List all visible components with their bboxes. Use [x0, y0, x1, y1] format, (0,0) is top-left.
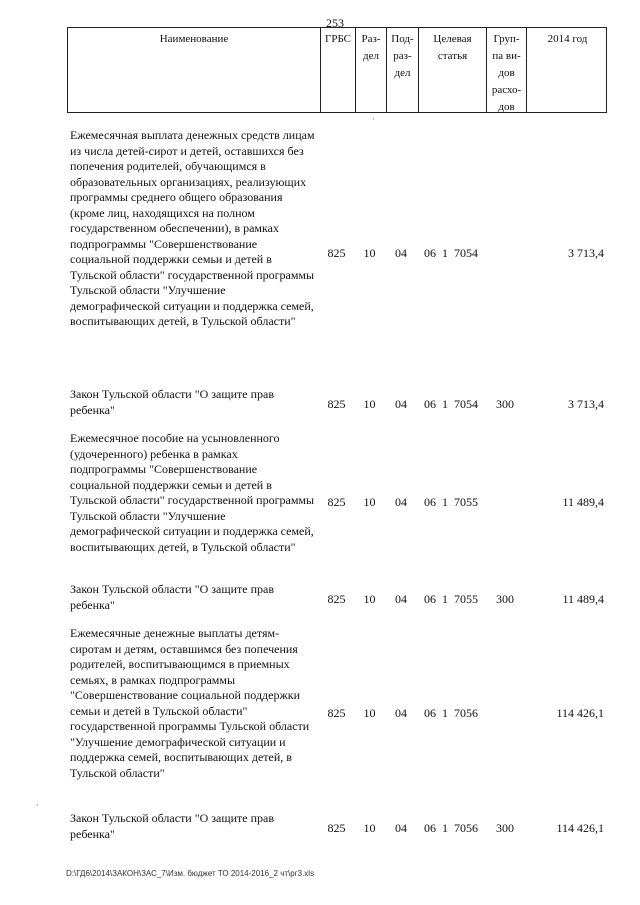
row-podrazdel: 04	[395, 592, 407, 606]
header-razdel: Раз- дел	[355, 28, 386, 112]
table-row	[67, 431, 607, 571]
row-target: 06 1 7055	[424, 495, 478, 509]
header-year: 2014 год	[526, 28, 608, 112]
table-header	[67, 27, 607, 113]
table-row	[67, 128, 607, 373]
header-name: Наименование	[159, 33, 229, 45]
row-group: 300	[496, 821, 514, 835]
file-path-footer: D:\ГД6\2014\ЗАКОН\ЗАС_7\Изм. бюджет ТО 2014-2016_2 чт\рг3.xls	[66, 869, 315, 878]
row-amount: 3 713,4	[568, 397, 604, 411]
header-group: Груп- па ви- дов расхо- дов	[486, 28, 526, 112]
row-group: 300	[496, 397, 514, 411]
row-razdel: 10	[363, 397, 376, 411]
row-amount: 114 426,1	[556, 706, 604, 720]
table-row	[67, 626, 607, 801]
row-target: 06 1 7056	[424, 706, 478, 720]
row-grbs: 825	[327, 706, 346, 720]
row-amount: 114 426,1	[556, 821, 604, 835]
row-name: Закон Тульской области "О защите прав ребенка"	[70, 582, 275, 612]
row-name: Закон Тульской области "О защите прав ребенка"	[70, 387, 275, 417]
scan-speck: ·	[36, 800, 39, 810]
row-target: 06 1 7054	[424, 246, 478, 260]
row-razdel: 10	[363, 495, 376, 509]
header-target: Целевая статья	[418, 28, 486, 112]
row-target: 06 1 7056	[424, 821, 478, 835]
row-podrazdel: 04	[395, 397, 407, 411]
table-row	[67, 582, 607, 617]
row-grbs: 825	[327, 495, 346, 509]
row-podrazdel: 04	[395, 495, 407, 509]
row-amount: 11 489,4	[562, 592, 604, 606]
row-group: 300	[496, 592, 514, 606]
row-razdel: 10	[363, 706, 376, 720]
row-podrazdel: 04	[395, 246, 407, 260]
row-grbs: 825	[327, 821, 346, 835]
row-name: Ежемесячные денежные выплаты детям-сиротам и детям, оставшимся без попечения родителей, воспитывающимся в приемных семьях, в рамках подпрограммы "Совершенствование социальной поддержки семьи и детей в Тульской области" государственной программы Тульской области "Улучшение демографической ситуации и поддержка семей, воспитывающих детей, в Тульской области"	[70, 626, 310, 780]
row-target: 06 1 7054	[424, 397, 478, 411]
table-row	[67, 811, 607, 846]
header-podrazdel: Под- раз- дел	[386, 28, 418, 112]
row-target: 06 1 7055	[424, 592, 478, 606]
scan-speck: ·	[372, 114, 375, 124]
row-grbs: 825	[327, 397, 346, 411]
header-grbs: ГРБС	[320, 28, 355, 112]
row-name: Ежемесячное пособие на усыновленного (удочеренного) ребенка в рамках подпрограммы "Совершенствование социальной поддержки семьи и детей в Тульской области" государственной программы Тульской области "Улучшение демографической ситуации и поддержка семей, воспитывающих детей, в Тульской области"	[70, 431, 315, 554]
table-row	[67, 387, 607, 422]
page-number: 253	[326, 16, 344, 30]
row-amount: 11 489,4	[562, 495, 604, 509]
row-name: Ежемесячная выплата денежных средств лицам из числа детей-сирот и детей, оставшихся без попечения родителей, обучающимся в образовательных организациях, реализующих программы среднего общего образования (кроме лиц, находящихся на полном государственном обеспечении), в рамках подпрограммы "Совершенствование социальной поддержки семьи и детей в Тульской области" государственной программы Тульской области "Улучшение демографической ситуации и поддержка семей, воспитывающих детей, в Тульской области"	[70, 128, 315, 328]
row-razdel: 10	[363, 246, 376, 260]
row-podrazdel: 04	[395, 821, 407, 835]
row-name: Закон Тульской области "О защите прав ребенка"	[70, 811, 275, 841]
row-grbs: 825	[327, 592, 346, 606]
row-razdel: 10	[363, 592, 376, 606]
row-podrazdel: 04	[395, 706, 407, 720]
row-razdel: 10	[363, 821, 376, 835]
row-amount: 3 713,4	[568, 246, 604, 260]
row-grbs: 825	[327, 246, 346, 260]
